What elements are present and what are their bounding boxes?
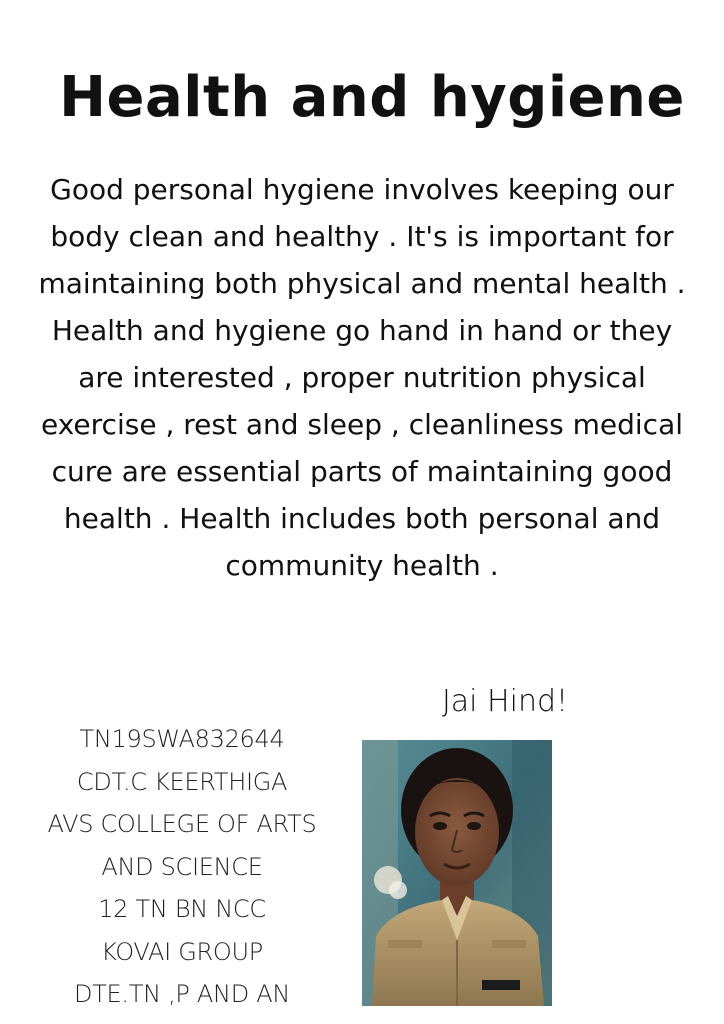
paragraph-1: Good personal hygiene involves keeping our body clean and healthy . It's is important for maintaining both physical and mental health . xyxy=(38,173,686,300)
credit-line-cadet-name: CDT.C KEERTHIGA xyxy=(76,767,288,796)
credit-line-group: KOVAI GROUP xyxy=(101,937,263,966)
credit-line-regimental-number: TN19SWA832644 xyxy=(79,725,285,753)
body-text xyxy=(28,166,696,589)
credit-line-directorate: DTE.TN ,P AND AN xyxy=(74,980,290,1008)
motto-text: Jai Hind! xyxy=(441,684,569,719)
page-title: Health and hygiene xyxy=(59,65,685,130)
credit-line-battalion: 12 TN BN NCC xyxy=(98,895,266,923)
cadet-photo xyxy=(362,740,552,1006)
cadet-credits xyxy=(14,718,350,1016)
credit-line-college-cont: AND SCIENCE xyxy=(101,852,263,881)
credit-line-college: AVS COLLEGE OF ARTS xyxy=(47,810,317,838)
paragraph-2: Health and hygiene go hand in hand or they are interested , proper nutrition physical exercise , rest and sleep , cleanliness medical cure are essential parts of maintaining good health . Health includes both personal and community health . xyxy=(40,314,684,582)
